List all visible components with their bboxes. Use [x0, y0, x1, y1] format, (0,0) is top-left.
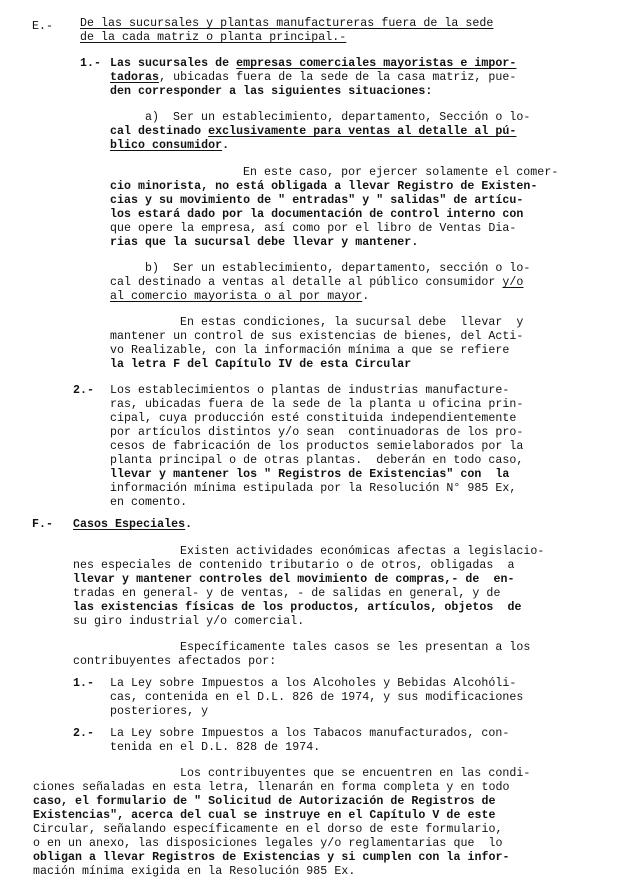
item-2-line-3: cipal, cuya producción esté constituida independientemente [110, 412, 517, 425]
section-f-para-1-line-2: nes especiales de contenido tributario o de otros, obligadas a [73, 559, 515, 572]
item-1b-line-2 [110, 276, 523, 290]
section-f-para-1-line-6: su giro industrial y/o comercial. [73, 615, 305, 628]
item-1b-line-3 [110, 290, 369, 304]
item-2-number: 2.- [73, 384, 95, 397]
section-f-para-1-line-5: las existencias físicas de los productos, artículos, objetos de [73, 601, 522, 614]
item-1a-line-3 [110, 139, 229, 153]
underlined-run: blico consumidor [110, 139, 223, 152]
item-2-line-1: Los establecimientos o plantas de industrias manufacture- [110, 384, 510, 397]
section-f-label: F.- [32, 518, 54, 531]
section-f-para-2-line-2: contribuyentes afectados por: [73, 655, 277, 668]
item-1a-para-line-1: En este caso, por ejercer solamente el comer- [243, 166, 559, 179]
section-f-para-3-line-7: obligan a llevar Registros de Existencias y si cumplen con la infor- [33, 851, 510, 864]
item-2-line-5: cesos de fabricación de los productos semielaborados por la [110, 440, 524, 453]
section-f-para-1-line-4: tradas en general- y de ventas, - de salidas en general, y de [73, 587, 501, 600]
underlined-run: al comercio mayorista o al por mayor [110, 290, 363, 303]
item-2-line-7: llevar y mantener los " Registros de Existencias" con la [110, 468, 510, 481]
law-2-number: 2.- [73, 727, 95, 740]
item-2-line-9: en comento. [110, 496, 188, 509]
law-1-number: 1.- [73, 677, 95, 690]
underlined-run: tadoras [110, 71, 160, 84]
section-e-label: E.- [32, 20, 54, 33]
item-1b-line-1: b) Ser un establecimiento, departamento, sección o lo- [145, 262, 531, 275]
section-f-para-2-line-1: Específicamente tales casos se les presentan a los [180, 641, 531, 654]
text-run: cal destinado [110, 125, 209, 138]
item-1b-para-line-3: vo Realizable, con la información mínima a que se refiere [110, 344, 510, 357]
item-2-line-4: por artículos distintos y/o sean continuadoras de los pro- [110, 426, 524, 439]
section-f-para-3-line-2: ciones señaladas en esta letra, llenarán en forma completa y en todo [33, 781, 510, 794]
section-f-para-1-line-3: llevar y mantener controles del movimiento de compras,- de en- [73, 573, 515, 586]
item-1a-para-line-4: los estará dado por la documentación de control interno con [110, 208, 524, 221]
item-1a-para-line-3: cias y su movimiento de " entradas" y " salidas" de artícu- [110, 194, 524, 207]
law-2-line-1: La Ley sobre Impuestos a los Tabacos manufacturados, con- [110, 727, 510, 740]
text-run: cal destinado a ventas al detalle al público consumidor [110, 276, 503, 289]
item-1a-para-line-5: que opere la empresa, así como por el libro de Ventas Dia- [110, 222, 517, 235]
underlined-run: Casos Especiales [73, 518, 186, 531]
item-1-number: 1.- [80, 57, 102, 70]
text-run: . [362, 290, 370, 303]
law-1-line-1: La Ley sobre Impuestos a los Alcoholes y Bebidas Alcohóli- [110, 677, 517, 690]
item-1a-para-line-2: cio minorista, no está obligada a llevar Registro de Existen- [110, 180, 538, 193]
section-f-para-3-line-3: caso, el formulario de " Solicitud de Autorización de Registros de [33, 795, 496, 808]
underlined-run: exclusivamente para ventas al detalle al pú- [208, 125, 517, 138]
item-2-line-8: información mínima estipulada por la Resolución N° 985 Ex, [110, 482, 517, 495]
item-1-line-3: den corresponder a las siguientes situaciones: [110, 85, 433, 98]
text-run: . [185, 518, 193, 531]
item-1b-para-line-1: En estas condiciones, la sucursal debe llevar y [180, 316, 524, 329]
law-2-line-2: tenida en el D.L. 828 de 1974. [110, 741, 321, 754]
section-f-para-3-line-4: Existencias", acerca del cual se instruye en el Capítulo V de este [33, 809, 496, 822]
item-1-line-2 [110, 71, 516, 85]
section-f-para-3-line-5: Circular, señalando específicamente en el dorso de este formulario, [33, 823, 503, 836]
item-1a-line-1: a) Ser un establecimiento, departamento, Sección o lo- [145, 111, 531, 124]
section-f-para-3-line-8: mación mínima exigida en la Resolución 985 Ex. [33, 865, 356, 878]
item-1a-para-line-6: rias que la sucursal debe llevar y mantener. [110, 236, 419, 249]
law-1-line-3: posteriores, y [110, 705, 209, 718]
text-run: Las sucursales de [110, 57, 237, 70]
section-e-heading-line-2: de la cada matriz o planta principal.- [80, 31, 347, 44]
item-1a-line-2 [110, 125, 516, 139]
underlined-run: y/o [502, 276, 524, 289]
item-1-line-1 [110, 57, 516, 71]
item-2-line-2: ras, ubicadas fuera de la sede de la planta u oficina prin- [110, 398, 524, 411]
item-2-line-6: planta principal o de otras plantas. deberán en todo caso, [110, 454, 524, 467]
section-f-heading [73, 518, 192, 532]
text-run: , ubicadas fuera de la sede de la casa matriz, pue- [159, 71, 517, 84]
text-run: . [222, 139, 230, 152]
law-1-line-2: cas, contenida en el D.L. 826 de 1974, y sus modificaciones [110, 691, 524, 704]
section-f-para-3-line-1: Los contribuyentes que se encuentren en las condi- [180, 767, 531, 780]
underlined-run: empresas comerciales mayoristas e impor- [236, 57, 517, 70]
section-e-heading-line-1: De las sucursales y plantas manufactureras fuera de la sede [80, 17, 494, 30]
item-1b-para-line-4: la letra F del Capítulo IV de esta Circular [110, 358, 412, 371]
section-f-para-1-line-1: Existen actividades económicas afectas a legislacio- [180, 545, 545, 558]
section-f-para-3-line-6: o en un anexo, las disposiciones legales y/o reglamentarias que lo [33, 837, 503, 850]
item-1b-para-line-2: mantener un control de sus existencias de bienes, del Acti- [110, 330, 524, 343]
